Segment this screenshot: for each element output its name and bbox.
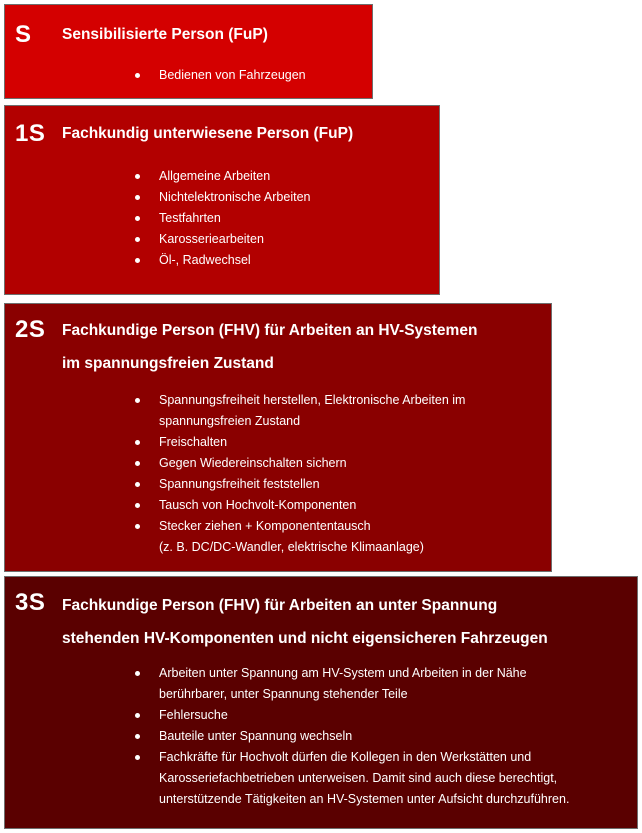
title-line: Fachkundig unterwiesene Person (FuP) — [62, 125, 354, 142]
list-item-line: Fachkräfte für Hochvolt dürfen die Kollegen in den Werkstätten und — [159, 750, 532, 764]
level-title — [62, 117, 419, 150]
list-item — [135, 747, 615, 810]
title-line: im spannungsfreien Zustand — [62, 355, 274, 372]
list-item: Karosseriearbeiten — [135, 229, 310, 250]
level-3s-box — [4, 576, 638, 829]
level-title — [62, 314, 531, 380]
list-item: Spannungsfreiheit feststellen — [135, 474, 535, 495]
level-title — [62, 589, 617, 655]
list-item: Fehlersuche — [135, 705, 615, 726]
level-title — [62, 18, 352, 51]
list-item: Allgemeine Arbeiten — [135, 166, 310, 187]
list-item-line: Arbeiten unter Spannung am HV-System und Arbeiten in der Nähe — [159, 666, 527, 680]
list-item: Nichtelektronische Arbeiten — [135, 187, 310, 208]
title-line: stehenden HV-Komponenten und nicht eigensicheren Fahrzeugen — [62, 630, 548, 647]
list-item-line: spannungsfreien Zustand — [159, 414, 301, 428]
item-list — [135, 65, 306, 86]
item-list — [135, 390, 535, 558]
list-item: Testfahrten — [135, 208, 310, 229]
list-item — [135, 663, 615, 705]
list-item-line: Stecker ziehen + Komponententausch — [159, 519, 371, 533]
level-code: S — [15, 21, 32, 48]
list-item: Bedienen von Fahrzeugen — [135, 65, 306, 86]
level-s-box — [4, 4, 373, 99]
list-item-line: Spannungsfreiheit herstellen, Elektronische Arbeiten im — [159, 393, 466, 407]
level-code: 2S — [15, 316, 46, 343]
list-item — [135, 390, 535, 432]
list-item-line: unterstützende Tätigkeiten an HV-Systemen unter Aufsicht durchzuführen. — [159, 792, 570, 806]
list-item: Öl-, Radwechsel — [135, 250, 310, 271]
item-list — [135, 663, 615, 810]
list-item-line: (z. B. DC/DC-Wandler, elektrische Klimaanlage) — [159, 540, 424, 554]
list-item — [135, 516, 535, 558]
item-list — [135, 166, 310, 271]
title-line: Fachkundige Person (FHV) für Arbeiten an HV-Systemen — [62, 322, 478, 339]
title-line: Sensibilisierte Person (FuP) — [62, 26, 268, 43]
level-2s-box — [4, 303, 552, 572]
list-item: Freischalten — [135, 432, 535, 453]
level-code: 3S — [15, 589, 46, 616]
list-item: Tausch von Hochvolt-Komponenten — [135, 495, 535, 516]
list-item-line: Karosseriefachbetrieben unterweisen. Damit sind auch diese berechtigt, — [159, 771, 558, 785]
list-item: Gegen Wiedereinschalten sichern — [135, 453, 535, 474]
list-item-line: berührbarer, unter Spannung stehender Teile — [159, 687, 408, 701]
level-code: 1S — [15, 120, 46, 147]
title-line: Fachkundige Person (FHV) für Arbeiten an unter Spannung — [62, 597, 498, 614]
level-1s-box — [4, 105, 440, 295]
list-item: Bauteile unter Spannung wechseln — [135, 726, 615, 747]
